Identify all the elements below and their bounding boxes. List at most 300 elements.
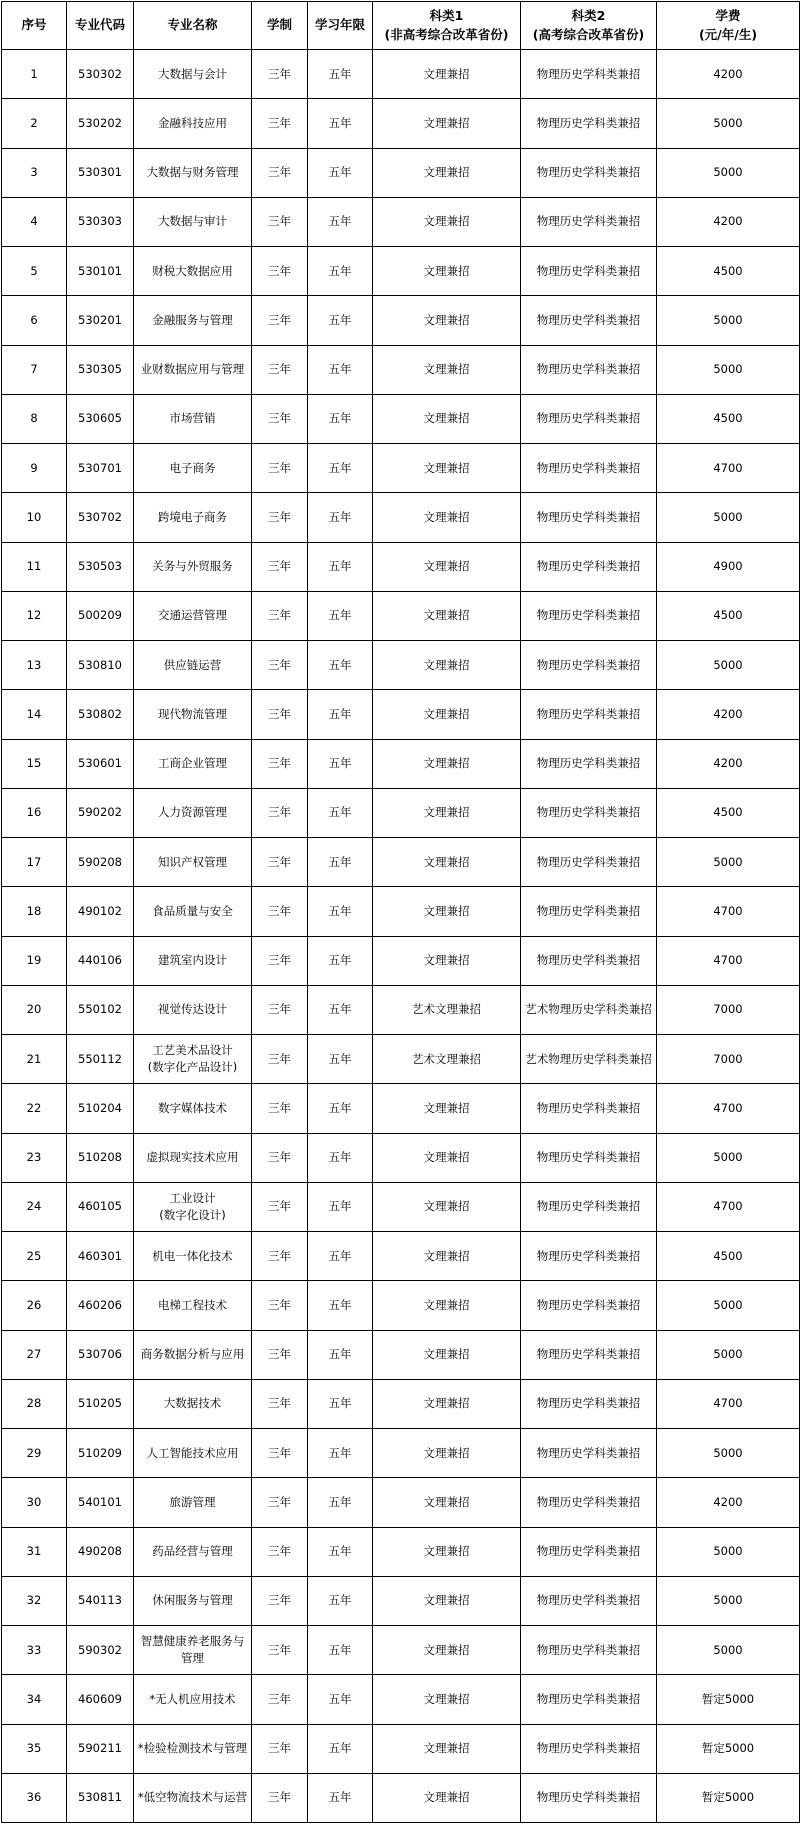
cell-category-1: 文理兼招	[373, 1576, 521, 1625]
cell-study-years: 五年	[308, 247, 373, 296]
cell-category-1: 文理兼招	[373, 1429, 521, 1478]
cell-major-code: 510204	[67, 1084, 134, 1133]
cell-index: 2	[2, 99, 67, 148]
cell-index: 29	[2, 1429, 67, 1478]
cell-program-length: 三年	[252, 887, 308, 936]
cell-program-length: 三年	[252, 838, 308, 887]
table-row	[2, 985, 800, 1034]
cell-major-code: 530303	[67, 197, 134, 246]
cell-index: 18	[2, 887, 67, 936]
cell-major-code: 530605	[67, 394, 134, 443]
cell-index: 21	[2, 1035, 67, 1084]
cell-category-2: 物理历史学科类兼招	[521, 50, 657, 99]
cell-major-code: 540101	[67, 1478, 134, 1527]
cell-category-1: 艺术文理兼招	[373, 1035, 521, 1084]
cell-index: 26	[2, 1281, 67, 1330]
cell-program-length: 三年	[252, 1626, 308, 1675]
cell-category-2: 物理历史学科类兼招	[521, 444, 657, 493]
cell-category-1: 文理兼招	[373, 1379, 521, 1428]
cell-major-name: 交通运营管理	[134, 591, 252, 640]
cell-major-name: 大数据与会计	[134, 50, 252, 99]
cell-index: 32	[2, 1576, 67, 1625]
cell-category-1: 文理兼招	[373, 641, 521, 690]
cell-category-1: 文理兼招	[373, 788, 521, 837]
cell-study-years: 五年	[308, 739, 373, 788]
cell-category-1: 文理兼招	[373, 444, 521, 493]
cell-tuition: 4200	[657, 690, 800, 739]
cell-category-1: 文理兼招	[373, 1527, 521, 1576]
cell-tuition: 5000	[657, 1527, 800, 1576]
cell-index: 25	[2, 1232, 67, 1281]
cell-study-years: 五年	[308, 985, 373, 1034]
cell-category-2: 物理历史学科类兼招	[521, 99, 657, 148]
cell-study-years: 五年	[308, 1281, 373, 1330]
cell-category-2: 物理历史学科类兼招	[521, 1182, 657, 1231]
cell-major-name: 视觉传达设计	[134, 985, 252, 1034]
cell-category-2: 物理历史学科类兼招	[521, 296, 657, 345]
cell-tuition: 4700	[657, 1182, 800, 1231]
cell-tuition: 暂定5000	[657, 1773, 800, 1822]
cell-category-2: 物理历史学科类兼招	[521, 197, 657, 246]
cell-category-2: 物理历史学科类兼招	[521, 1232, 657, 1281]
cell-category-1: 文理兼招	[373, 936, 521, 985]
cell-category-2: 物理历史学科类兼招	[521, 591, 657, 640]
cell-category-2: 物理历史学科类兼招	[521, 1084, 657, 1133]
cell-program-length: 三年	[252, 1133, 308, 1182]
cell-category-1: 文理兼招	[373, 99, 521, 148]
cell-major-name: 虚拟现实技术应用	[134, 1133, 252, 1182]
cell-major-code: 460609	[67, 1675, 134, 1724]
cell-index: 27	[2, 1330, 67, 1379]
table-row	[2, 1724, 800, 1773]
cell-index: 17	[2, 838, 67, 887]
cell-study-years: 五年	[308, 690, 373, 739]
cell-index: 30	[2, 1478, 67, 1527]
table-row	[2, 1675, 800, 1724]
cell-category-1: 艺术文理兼招	[373, 985, 521, 1034]
cell-major-code: 460105	[67, 1182, 134, 1231]
table-row	[2, 591, 800, 640]
cell-index: 28	[2, 1379, 67, 1428]
cell-program-length: 三年	[252, 1429, 308, 1478]
table-row	[2, 690, 800, 739]
cell-major-code: 550112	[67, 1035, 134, 1084]
header-category-2: 科类2 (高考综合改革省份)	[521, 2, 657, 50]
cell-program-length: 三年	[252, 1675, 308, 1724]
cell-study-years: 五年	[308, 591, 373, 640]
cell-category-2: 物理历史学科类兼招	[521, 1626, 657, 1675]
cell-major-name: 财税大数据应用	[134, 247, 252, 296]
cell-category-1: 文理兼招	[373, 739, 521, 788]
cell-category-2: 物理历史学科类兼招	[521, 788, 657, 837]
cell-major-name: 知识产权管理	[134, 838, 252, 887]
table-row	[2, 50, 800, 99]
cell-major-code: 530701	[67, 444, 134, 493]
cell-major-name: 食品质量与安全	[134, 887, 252, 936]
cell-program-length: 三年	[252, 1084, 308, 1133]
cell-category-1: 文理兼招	[373, 591, 521, 640]
cell-index: 6	[2, 296, 67, 345]
cell-category-1: 文理兼招	[373, 197, 521, 246]
cell-category-1: 文理兼招	[373, 1330, 521, 1379]
table-row	[2, 1035, 800, 1084]
cell-index: 24	[2, 1182, 67, 1231]
cell-program-length: 三年	[252, 296, 308, 345]
cell-major-name: 业财数据应用与管理	[134, 345, 252, 394]
cell-study-years: 五年	[308, 99, 373, 148]
cell-category-2: 物理历史学科类兼招	[521, 641, 657, 690]
cell-category-1: 文理兼招	[373, 1281, 521, 1330]
cell-major-code: 530201	[67, 296, 134, 345]
cell-tuition: 4700	[657, 936, 800, 985]
cell-tuition: 5000	[657, 296, 800, 345]
cell-category-2: 物理历史学科类兼招	[521, 887, 657, 936]
table-row	[2, 1330, 800, 1379]
cell-category-1: 文理兼招	[373, 1675, 521, 1724]
table-row	[2, 788, 800, 837]
cell-major-name: 大数据与审计	[134, 197, 252, 246]
cell-major-name: 金融服务与管理	[134, 296, 252, 345]
cell-major-name: 人工智能技术应用	[134, 1429, 252, 1478]
cell-program-length: 三年	[252, 99, 308, 148]
header-major-name: 专业名称	[134, 2, 252, 50]
cell-major-name: 工商企业管理	[134, 739, 252, 788]
cell-major-code: 490208	[67, 1527, 134, 1576]
cell-category-2: 物理历史学科类兼招	[521, 247, 657, 296]
cell-study-years: 五年	[308, 1084, 373, 1133]
cell-category-2: 物理历史学科类兼招	[521, 1724, 657, 1773]
cell-study-years: 五年	[308, 296, 373, 345]
cell-study-years: 五年	[308, 1182, 373, 1231]
cell-major-code: 460206	[67, 1281, 134, 1330]
cell-major-name: 人力资源管理	[134, 788, 252, 837]
cell-category-1: 文理兼招	[373, 542, 521, 591]
cell-tuition: 4500	[657, 247, 800, 296]
table-row	[2, 148, 800, 197]
cell-program-length: 三年	[252, 1182, 308, 1231]
cell-major-code: 550102	[67, 985, 134, 1034]
cell-category-1: 文理兼招	[373, 394, 521, 443]
cell-category-1: 文理兼招	[373, 345, 521, 394]
cell-major-code: 530305	[67, 345, 134, 394]
cell-index: 36	[2, 1773, 67, 1822]
cell-index: 1	[2, 50, 67, 99]
cell-category-2: 物理历史学科类兼招	[521, 1281, 657, 1330]
cell-major-code: 590208	[67, 838, 134, 887]
cell-major-name: 市场营销	[134, 394, 252, 443]
cell-tuition: 4200	[657, 197, 800, 246]
table-row	[2, 1379, 800, 1428]
cell-index: 5	[2, 247, 67, 296]
cell-tuition: 4500	[657, 591, 800, 640]
cell-program-length: 三年	[252, 197, 308, 246]
cell-category-1: 文理兼招	[373, 1724, 521, 1773]
cell-program-length: 三年	[252, 591, 308, 640]
cell-category-2: 物理历史学科类兼招	[521, 838, 657, 887]
cell-category-2: 物理历史学科类兼招	[521, 739, 657, 788]
cell-index: 23	[2, 1133, 67, 1182]
cell-major-code: 590302	[67, 1626, 134, 1675]
cell-major-name: 休闲服务与管理	[134, 1576, 252, 1625]
cell-major-name: 现代物流管理	[134, 690, 252, 739]
cell-index: 11	[2, 542, 67, 591]
cell-major-code: 510205	[67, 1379, 134, 1428]
cell-major-code: 510209	[67, 1429, 134, 1478]
cell-index: 14	[2, 690, 67, 739]
cell-major-code: 530503	[67, 542, 134, 591]
cell-tuition: 5000	[657, 641, 800, 690]
cell-tuition: 暂定5000	[657, 1724, 800, 1773]
cell-category-1: 文理兼招	[373, 1232, 521, 1281]
cell-major-code: 530301	[67, 148, 134, 197]
cell-index: 35	[2, 1724, 67, 1773]
cell-major-name: 电子商务	[134, 444, 252, 493]
cell-major-name: 电梯工程技术	[134, 1281, 252, 1330]
cell-category-2: 物理历史学科类兼招	[521, 148, 657, 197]
cell-tuition: 7000	[657, 1035, 800, 1084]
cell-major-code: 530811	[67, 1773, 134, 1822]
cell-index: 13	[2, 641, 67, 690]
cell-study-years: 五年	[308, 1675, 373, 1724]
cell-index: 16	[2, 788, 67, 837]
cell-program-length: 三年	[252, 1773, 308, 1822]
cell-program-length: 三年	[252, 1035, 308, 1084]
cell-study-years: 五年	[308, 1724, 373, 1773]
table-row	[2, 542, 800, 591]
cell-category-2: 物理历史学科类兼招	[521, 1675, 657, 1724]
cell-index: 3	[2, 148, 67, 197]
cell-category-1: 文理兼招	[373, 1084, 521, 1133]
cell-program-length: 三年	[252, 1576, 308, 1625]
table-row	[2, 936, 800, 985]
cell-major-code: 510208	[67, 1133, 134, 1182]
cell-major-code: 530706	[67, 1330, 134, 1379]
cell-major-name: 旅游管理	[134, 1478, 252, 1527]
cell-tuition: 4700	[657, 887, 800, 936]
table-row	[2, 641, 800, 690]
cell-major-name: 大数据技术	[134, 1379, 252, 1428]
cell-major-name: 关务与外贸服务	[134, 542, 252, 591]
table-row	[2, 1429, 800, 1478]
cell-major-code: 530702	[67, 493, 134, 542]
cell-category-2: 物理历史学科类兼招	[521, 690, 657, 739]
header-category-1: 科类1 (非高考综合改革省份)	[373, 2, 521, 50]
cell-category-2: 物理历史学科类兼招	[521, 493, 657, 542]
cell-major-name: 商务数据分析与应用	[134, 1330, 252, 1379]
cell-major-code: 530601	[67, 739, 134, 788]
cell-tuition: 4200	[657, 1478, 800, 1527]
cell-study-years: 五年	[308, 641, 373, 690]
cell-program-length: 三年	[252, 345, 308, 394]
cell-tuition: 4700	[657, 1379, 800, 1428]
cell-category-2: 物理历史学科类兼招	[521, 394, 657, 443]
cell-category-1: 文理兼招	[373, 690, 521, 739]
cell-program-length: 三年	[252, 936, 308, 985]
header-study-years: 学习年限	[308, 2, 373, 50]
cell-major-code: 530302	[67, 50, 134, 99]
table-row	[2, 99, 800, 148]
cell-program-length: 三年	[252, 690, 308, 739]
cell-study-years: 五年	[308, 887, 373, 936]
cell-study-years: 五年	[308, 1527, 373, 1576]
cell-major-name: *低空物流技术与运营	[134, 1773, 252, 1822]
cell-major-code: 500209	[67, 591, 134, 640]
cell-program-length: 三年	[252, 394, 308, 443]
cell-index: 12	[2, 591, 67, 640]
cell-study-years: 五年	[308, 788, 373, 837]
table-row	[2, 247, 800, 296]
cell-index: 8	[2, 394, 67, 443]
cell-index: 19	[2, 936, 67, 985]
table-row	[2, 1773, 800, 1822]
cell-category-2: 物理历史学科类兼招	[521, 1576, 657, 1625]
cell-major-code: 440106	[67, 936, 134, 985]
cell-study-years: 五年	[308, 197, 373, 246]
cell-major-name: 药品经营与管理	[134, 1527, 252, 1576]
cell-category-1: 文理兼招	[373, 493, 521, 542]
cell-program-length: 三年	[252, 148, 308, 197]
table-header-row	[2, 2, 800, 50]
cell-major-name: *检验检测技术与管理	[134, 1724, 252, 1773]
cell-program-length: 三年	[252, 247, 308, 296]
cell-study-years: 五年	[308, 394, 373, 443]
header-major-code: 专业代码	[67, 2, 134, 50]
cell-index: 9	[2, 444, 67, 493]
cell-category-1: 文理兼招	[373, 148, 521, 197]
cell-program-length: 三年	[252, 1527, 308, 1576]
cell-category-1: 文理兼招	[373, 1773, 521, 1822]
cell-program-length: 三年	[252, 1330, 308, 1379]
cell-category-1: 文理兼招	[373, 1133, 521, 1182]
cell-category-2: 物理历史学科类兼招	[521, 542, 657, 591]
cell-tuition: 5000	[657, 1626, 800, 1675]
cell-major-code: 530802	[67, 690, 134, 739]
table-row	[2, 739, 800, 788]
header-tuition: 学费 (元/年/生)	[657, 2, 800, 50]
cell-program-length: 三年	[252, 739, 308, 788]
cell-category-2: 物理历史学科类兼招	[521, 1429, 657, 1478]
cell-major-name: 金融科技应用	[134, 99, 252, 148]
cell-category-1: 文理兼招	[373, 50, 521, 99]
cell-tuition: 4700	[657, 444, 800, 493]
cell-index: 34	[2, 1675, 67, 1724]
cell-major-name: 数字媒体技术	[134, 1084, 252, 1133]
cell-program-length: 三年	[252, 641, 308, 690]
majors-table	[1, 1, 800, 1823]
cell-tuition: 5000	[657, 99, 800, 148]
cell-major-code: 590211	[67, 1724, 134, 1773]
cell-study-years: 五年	[308, 838, 373, 887]
cell-study-years: 五年	[308, 1773, 373, 1822]
table-row	[2, 444, 800, 493]
cell-major-name: 大数据与财务管理	[134, 148, 252, 197]
cell-index: 7	[2, 345, 67, 394]
cell-tuition: 5000	[657, 1330, 800, 1379]
cell-category-2: 物理历史学科类兼招	[521, 1330, 657, 1379]
table-row	[2, 1084, 800, 1133]
cell-major-code: 490102	[67, 887, 134, 936]
cell-study-years: 五年	[308, 1478, 373, 1527]
table-row	[2, 1232, 800, 1281]
cell-index: 22	[2, 1084, 67, 1133]
cell-index: 20	[2, 985, 67, 1034]
cell-major-code: 530202	[67, 99, 134, 148]
cell-program-length: 三年	[252, 1724, 308, 1773]
cell-tuition: 4700	[657, 1084, 800, 1133]
cell-study-years: 五年	[308, 1330, 373, 1379]
cell-study-years: 五年	[308, 444, 373, 493]
cell-tuition: 5000	[657, 345, 800, 394]
cell-program-length: 三年	[252, 985, 308, 1034]
cell-category-2: 物理历史学科类兼招	[521, 345, 657, 394]
cell-tuition: 4200	[657, 50, 800, 99]
cell-category-1: 文理兼招	[373, 887, 521, 936]
cell-study-years: 五年	[308, 1626, 373, 1675]
cell-major-name: *无人机应用技术	[134, 1675, 252, 1724]
cell-tuition: 4500	[657, 788, 800, 837]
cell-study-years: 五年	[308, 1429, 373, 1478]
cell-program-length: 三年	[252, 1232, 308, 1281]
cell-tuition: 5000	[657, 148, 800, 197]
table-row	[2, 1626, 800, 1675]
table-row	[2, 1133, 800, 1182]
cell-tuition: 4500	[657, 1232, 800, 1281]
cell-major-name: 跨境电子商务	[134, 493, 252, 542]
cell-tuition: 5000	[657, 1576, 800, 1625]
cell-tuition: 5000	[657, 493, 800, 542]
cell-category-1: 文理兼招	[373, 1182, 521, 1231]
cell-category-1: 文理兼招	[373, 1478, 521, 1527]
cell-major-name: 工艺美术品设计 (数字化产品设计)	[134, 1035, 252, 1084]
table-row	[2, 197, 800, 246]
cell-category-2: 物理历史学科类兼招	[521, 1379, 657, 1428]
cell-category-2: 物理历史学科类兼招	[521, 936, 657, 985]
cell-tuition: 5000	[657, 1281, 800, 1330]
cell-tuition: 5000	[657, 1429, 800, 1478]
cell-category-2: 物理历史学科类兼招	[521, 1133, 657, 1182]
cell-major-name: 工业设计 (数字化设计)	[134, 1182, 252, 1231]
table-row	[2, 493, 800, 542]
cell-program-length: 三年	[252, 542, 308, 591]
table-row	[2, 1478, 800, 1527]
cell-index: 31	[2, 1527, 67, 1576]
cell-tuition: 4200	[657, 739, 800, 788]
cell-study-years: 五年	[308, 1035, 373, 1084]
cell-study-years: 五年	[308, 936, 373, 985]
cell-index: 33	[2, 1626, 67, 1675]
cell-category-2: 艺术物理历史学科类兼招	[521, 985, 657, 1034]
cell-index: 15	[2, 739, 67, 788]
cell-major-name: 机电一体化技术	[134, 1232, 252, 1281]
cell-study-years: 五年	[308, 1133, 373, 1182]
cell-tuition: 4900	[657, 542, 800, 591]
cell-program-length: 三年	[252, 444, 308, 493]
table-row	[2, 345, 800, 394]
cell-tuition: 7000	[657, 985, 800, 1034]
cell-study-years: 五年	[308, 1379, 373, 1428]
header-index: 序号	[2, 2, 67, 50]
cell-category-2: 物理历史学科类兼招	[521, 1773, 657, 1822]
table-row	[2, 838, 800, 887]
cell-major-name: 供应链运营	[134, 641, 252, 690]
cell-program-length: 三年	[252, 50, 308, 99]
cell-category-2: 物理历史学科类兼招	[521, 1527, 657, 1576]
table-row	[2, 1281, 800, 1330]
cell-program-length: 三年	[252, 493, 308, 542]
cell-major-code: 530810	[67, 641, 134, 690]
cell-tuition: 暂定5000	[657, 1675, 800, 1724]
table-row	[2, 394, 800, 443]
